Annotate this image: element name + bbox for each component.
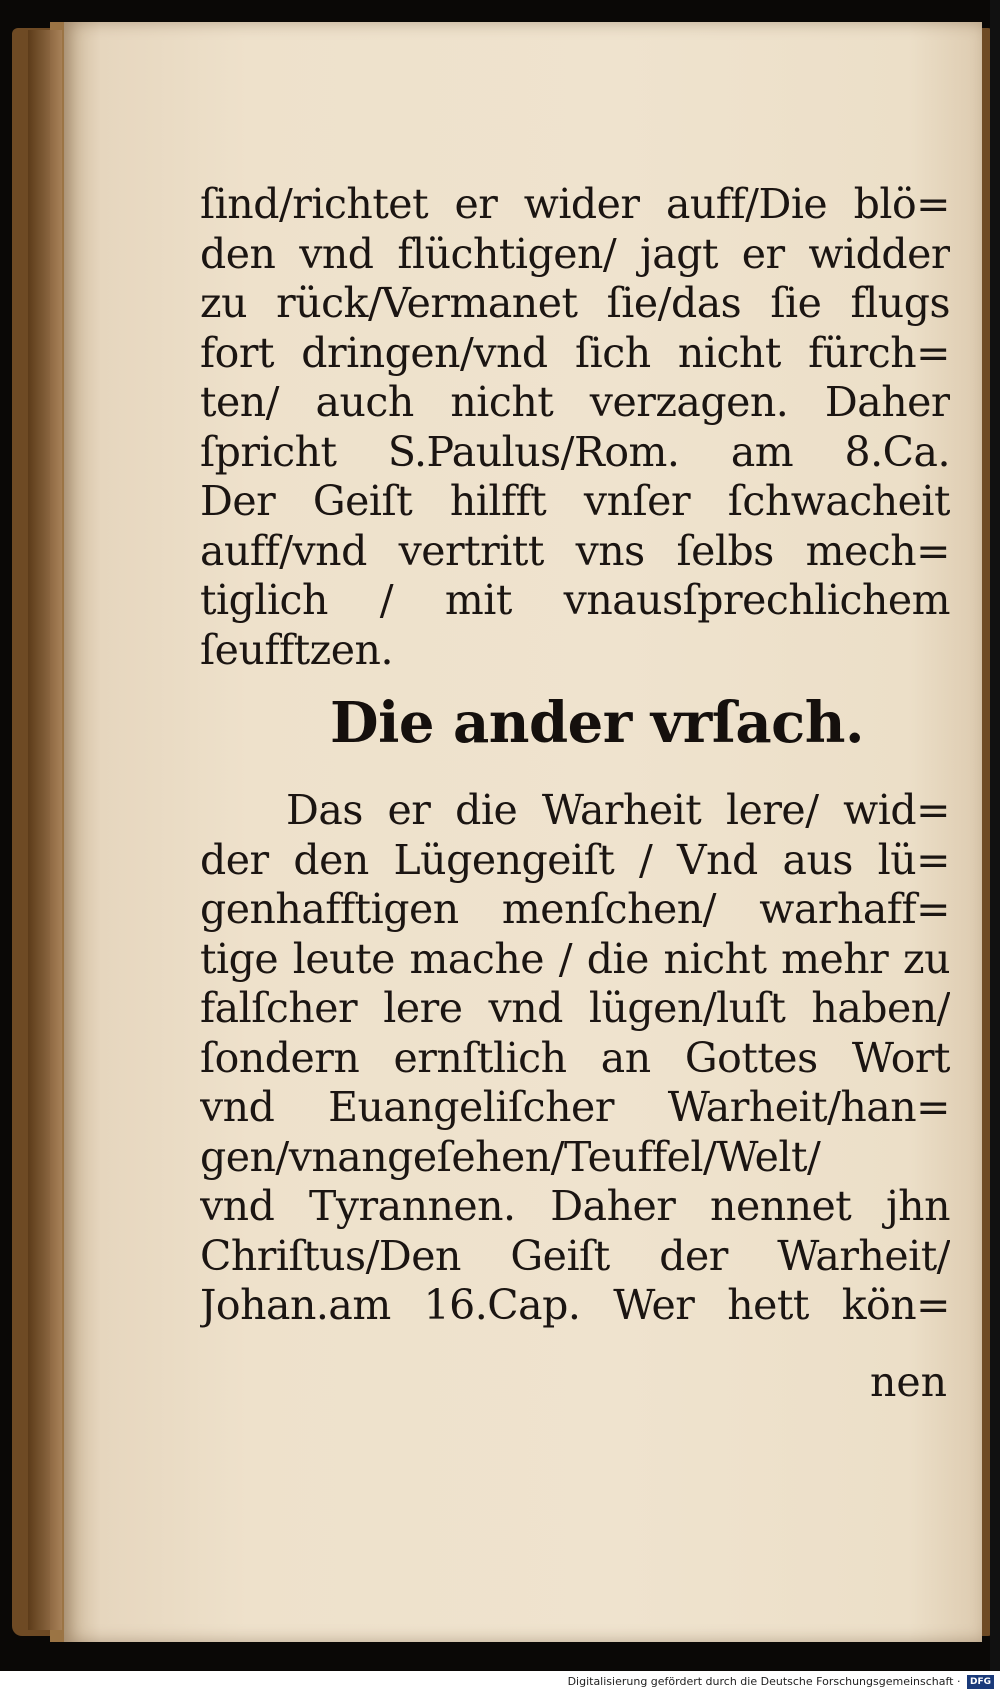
text-line: falſcher lere vnd lügen/luſt haben/	[200, 984, 950, 1032]
text-line: vnd Euangeliſcher Warheit/han=	[200, 1083, 950, 1131]
text-block-bottom	[200, 786, 950, 1331]
text-line: ſind/richtet er wider auff/Die blö=	[200, 180, 950, 228]
text-line: ſpricht S.Paulus/Rom. am 8.Ca.	[200, 427, 950, 476]
text-line: tiglich / mit vnausſprechlichem	[200, 576, 950, 624]
text-line: Johan.am 16.Cap. Wer hett kön=	[200, 1281, 950, 1329]
text-line: vnd Tyrannen. Daher nennet jhn	[200, 1182, 950, 1230]
text-line: auff/vnd vertritt vns ſelbs mech=	[200, 526, 950, 575]
text-block-top	[200, 180, 950, 675]
text-line: genhafftigen menſchen/ warhaff=	[200, 885, 950, 933]
text-line: ſeufftzen.	[200, 625, 393, 674]
section-heading: Die ander vrſach.	[330, 690, 864, 756]
text-line: Der Geiſt hilfft vnſer ſchwacheit	[200, 477, 950, 525]
text-line: ten/ auch nicht verzagen. Daher	[200, 378, 950, 426]
text-line: fort dringen/vnd ſich nicht fürch=	[200, 328, 950, 377]
text-line: tige leute mache / die nicht mehr zu	[200, 934, 950, 983]
text-line: gen/vnangeſehen/Teuffel/Welt/	[200, 1132, 821, 1181]
text-line: Chriſtus/Den Geiſt der Warheit/	[200, 1231, 950, 1280]
text-line: den vnd flüchtigen/ jagt er widder	[200, 229, 950, 278]
text-line: Das er die Warheit lere/ wid=	[286, 786, 950, 834]
text-line: der den Lügengeiſt / Vnd aus lü=	[200, 835, 950, 884]
scan-right-edge	[990, 0, 1000, 1693]
page-spine-shadow	[28, 30, 62, 1630]
text-line: ſondern ernſtlich an Gottes Wort	[200, 1033, 950, 1082]
dfg-logo-icon: DFG	[967, 1675, 994, 1689]
footer-credit-text: Digitalisierung gefördert durch die Deutsche Forschungsgemeinschaft ·	[567, 1675, 961, 1688]
text-line: zu rück/Vermanet ſie/das ſie flugs	[200, 279, 950, 327]
catchword: nen	[870, 1358, 948, 1406]
digitization-footer	[0, 1671, 1000, 1693]
